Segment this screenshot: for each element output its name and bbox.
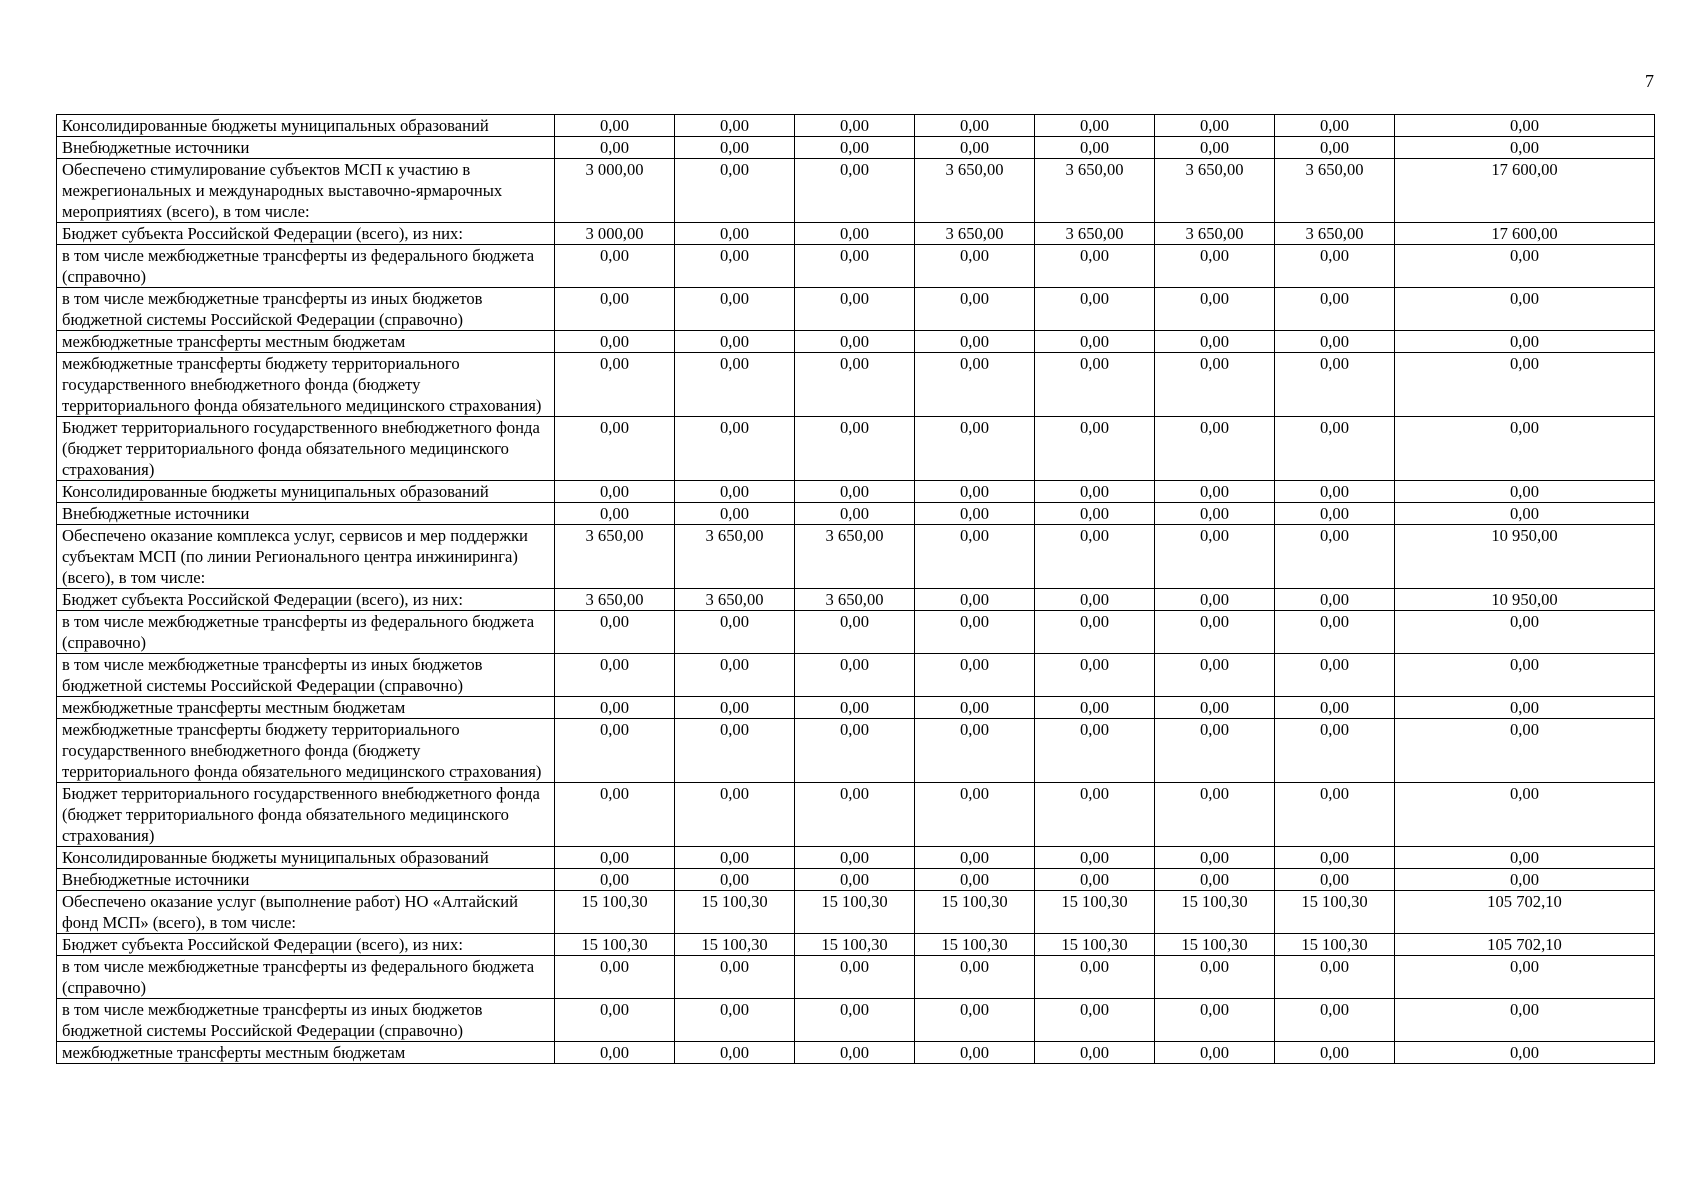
row-value-cell: 0,00 xyxy=(795,869,915,891)
row-value-cell: 0,00 xyxy=(555,288,675,331)
row-value-cell: 15 100,30 xyxy=(795,891,915,934)
row-total-cell: 105 702,10 xyxy=(1395,891,1655,934)
row-value-cell: 0,00 xyxy=(1035,654,1155,697)
row-label: Внебюджетные источники xyxy=(57,869,555,891)
row-value-cell: 0,00 xyxy=(555,956,675,999)
row-total-cell: 0,00 xyxy=(1395,331,1655,353)
row-value-cell: 0,00 xyxy=(1275,589,1395,611)
row-total-cell: 0,00 xyxy=(1395,115,1655,137)
row-value-cell: 0,00 xyxy=(1035,331,1155,353)
row-value-cell: 15 100,30 xyxy=(915,934,1035,956)
row-value-cell: 0,00 xyxy=(1155,288,1275,331)
row-value-cell: 0,00 xyxy=(915,783,1035,847)
row-value-cell: 0,00 xyxy=(915,288,1035,331)
row-total-cell: 0,00 xyxy=(1395,956,1655,999)
row-value-cell: 0,00 xyxy=(1035,589,1155,611)
row-value-cell: 0,00 xyxy=(675,654,795,697)
row-value-cell: 3 650,00 xyxy=(1275,223,1395,245)
row-value-cell: 0,00 xyxy=(1275,503,1395,525)
row-value-cell: 0,00 xyxy=(1275,417,1395,481)
row-total-cell: 0,00 xyxy=(1395,869,1655,891)
row-value-cell: 0,00 xyxy=(1035,525,1155,589)
row-value-cell: 0,00 xyxy=(1035,137,1155,159)
row-value-cell: 0,00 xyxy=(1155,115,1275,137)
row-value-cell: 0,00 xyxy=(1155,353,1275,417)
table-row xyxy=(57,999,1655,1042)
row-value-cell: 3 000,00 xyxy=(555,159,675,223)
table-row xyxy=(57,869,1655,891)
page-number: 7 xyxy=(1645,71,1654,91)
row-total-cell: 10 950,00 xyxy=(1395,589,1655,611)
row-value-cell: 3 000,00 xyxy=(555,223,675,245)
table-body xyxy=(57,115,1655,1064)
row-value-cell: 0,00 xyxy=(1275,697,1395,719)
row-value-cell: 15 100,30 xyxy=(675,934,795,956)
row-value-cell: 0,00 xyxy=(915,869,1035,891)
row-value-cell: 15 100,30 xyxy=(555,934,675,956)
row-value-cell: 0,00 xyxy=(915,956,1035,999)
row-value-cell: 0,00 xyxy=(675,137,795,159)
row-value-cell: 0,00 xyxy=(1155,611,1275,654)
row-label: Бюджет территориального государственного внебюджетного фонда (бюджет территориального фонда обязательного медицинского страхования) xyxy=(57,783,555,847)
row-value-cell: 0,00 xyxy=(1155,245,1275,288)
table-row xyxy=(57,525,1655,589)
row-total-cell: 17 600,00 xyxy=(1395,159,1655,223)
row-value-cell: 15 100,30 xyxy=(1275,934,1395,956)
row-value-cell: 0,00 xyxy=(1155,503,1275,525)
row-value-cell: 0,00 xyxy=(1155,783,1275,847)
row-label: Консолидированные бюджеты муниципальных образований xyxy=(57,481,555,503)
row-value-cell: 0,00 xyxy=(795,503,915,525)
row-value-cell: 0,00 xyxy=(675,159,795,223)
row-value-cell: 0,00 xyxy=(1155,481,1275,503)
row-value-cell: 0,00 xyxy=(1275,654,1395,697)
table-row xyxy=(57,611,1655,654)
row-value-cell: 0,00 xyxy=(1275,1042,1395,1064)
table-row xyxy=(57,783,1655,847)
row-label: в том числе межбюджетные трансферты из федерального бюджета (справочно) xyxy=(57,956,555,999)
row-value-cell: 0,00 xyxy=(675,288,795,331)
row-value-cell: 0,00 xyxy=(915,137,1035,159)
row-value-cell: 0,00 xyxy=(795,223,915,245)
row-value-cell: 15 100,30 xyxy=(1275,891,1395,934)
row-value-cell: 0,00 xyxy=(795,719,915,783)
row-total-cell: 0,00 xyxy=(1395,999,1655,1042)
row-value-cell: 0,00 xyxy=(1155,654,1275,697)
table-row xyxy=(57,589,1655,611)
row-total-cell: 0,00 xyxy=(1395,611,1655,654)
row-value-cell: 0,00 xyxy=(795,847,915,869)
row-value-cell: 0,00 xyxy=(1155,999,1275,1042)
row-label: межбюджетные трансферты местным бюджетам xyxy=(57,1042,555,1064)
row-value-cell: 0,00 xyxy=(555,999,675,1042)
row-value-cell: 0,00 xyxy=(1275,481,1395,503)
row-total-cell: 0,00 xyxy=(1395,353,1655,417)
row-value-cell: 0,00 xyxy=(1155,956,1275,999)
row-value-cell: 0,00 xyxy=(1035,847,1155,869)
row-value-cell: 0,00 xyxy=(915,245,1035,288)
row-total-cell: 0,00 xyxy=(1395,417,1655,481)
row-value-cell: 0,00 xyxy=(915,481,1035,503)
row-value-cell: 0,00 xyxy=(795,481,915,503)
table-row xyxy=(57,137,1655,159)
row-value-cell: 0,00 xyxy=(915,1042,1035,1064)
row-value-cell: 0,00 xyxy=(1035,503,1155,525)
row-value-cell: 3 650,00 xyxy=(795,589,915,611)
row-value-cell: 15 100,30 xyxy=(675,891,795,934)
row-value-cell: 0,00 xyxy=(795,956,915,999)
row-value-cell: 0,00 xyxy=(1035,288,1155,331)
row-label: Внебюджетные источники xyxy=(57,137,555,159)
row-value-cell: 0,00 xyxy=(795,353,915,417)
row-value-cell: 0,00 xyxy=(795,697,915,719)
row-label: Внебюджетные источники xyxy=(57,503,555,525)
row-total-cell: 0,00 xyxy=(1395,697,1655,719)
row-value-cell: 3 650,00 xyxy=(1155,159,1275,223)
row-value-cell: 0,00 xyxy=(1035,115,1155,137)
row-total-cell: 0,00 xyxy=(1395,137,1655,159)
row-value-cell: 0,00 xyxy=(675,115,795,137)
row-value-cell: 0,00 xyxy=(1275,869,1395,891)
row-value-cell: 0,00 xyxy=(1035,719,1155,783)
row-value-cell: 0,00 xyxy=(915,847,1035,869)
row-value-cell: 0,00 xyxy=(795,245,915,288)
table-row xyxy=(57,1042,1655,1064)
row-value-cell: 0,00 xyxy=(675,611,795,654)
row-value-cell: 0,00 xyxy=(1035,1042,1155,1064)
row-value-cell: 3 650,00 xyxy=(675,525,795,589)
row-value-cell: 0,00 xyxy=(915,999,1035,1042)
row-value-cell: 0,00 xyxy=(1155,417,1275,481)
row-value-cell: 0,00 xyxy=(915,654,1035,697)
table-row xyxy=(57,654,1655,697)
row-total-cell: 0,00 xyxy=(1395,481,1655,503)
row-value-cell: 0,00 xyxy=(915,589,1035,611)
row-value-cell: 0,00 xyxy=(915,503,1035,525)
table-row xyxy=(57,847,1655,869)
row-value-cell: 0,00 xyxy=(1275,115,1395,137)
row-value-cell: 0,00 xyxy=(1275,353,1395,417)
row-value-cell: 0,00 xyxy=(1035,999,1155,1042)
row-value-cell: 0,00 xyxy=(555,481,675,503)
table-row xyxy=(57,417,1655,481)
row-value-cell: 15 100,30 xyxy=(1035,891,1155,934)
row-value-cell: 0,00 xyxy=(1155,589,1275,611)
row-value-cell: 0,00 xyxy=(915,697,1035,719)
row-value-cell: 0,00 xyxy=(675,481,795,503)
row-value-cell: 3 650,00 xyxy=(1035,159,1155,223)
row-value-cell: 3 650,00 xyxy=(555,525,675,589)
row-value-cell: 0,00 xyxy=(1275,783,1395,847)
row-label: Обеспечено оказание комплекса услуг, сервисов и мер поддержки субъектам МСП (по линии Регионального центра инжиниринга) (всего), в том числе: xyxy=(57,525,555,589)
row-value-cell: 0,00 xyxy=(675,353,795,417)
row-label: Бюджет субъекта Российской Федерации (всего), из них: xyxy=(57,589,555,611)
table-row xyxy=(57,223,1655,245)
row-value-cell: 0,00 xyxy=(1035,611,1155,654)
row-value-cell: 15 100,30 xyxy=(1035,934,1155,956)
row-value-cell: 0,00 xyxy=(675,697,795,719)
row-value-cell: 3 650,00 xyxy=(795,525,915,589)
row-value-cell: 0,00 xyxy=(1155,525,1275,589)
row-total-cell: 17 600,00 xyxy=(1395,223,1655,245)
table-row xyxy=(57,288,1655,331)
row-value-cell: 0,00 xyxy=(1155,847,1275,869)
row-value-cell: 0,00 xyxy=(1035,417,1155,481)
row-value-cell: 0,00 xyxy=(795,1042,915,1064)
row-value-cell: 0,00 xyxy=(1155,137,1275,159)
table-row xyxy=(57,956,1655,999)
row-value-cell: 0,00 xyxy=(1275,331,1395,353)
row-label: межбюджетные трансферты бюджету территориального государственного внебюджетного фонда (бюджету территориального фонда обязательного медицинского страхования) xyxy=(57,719,555,783)
row-value-cell: 0,00 xyxy=(795,654,915,697)
table-row xyxy=(57,481,1655,503)
row-value-cell: 0,00 xyxy=(1275,137,1395,159)
row-value-cell: 0,00 xyxy=(915,525,1035,589)
row-value-cell: 0,00 xyxy=(555,417,675,481)
row-value-cell: 0,00 xyxy=(1275,719,1395,783)
row-value-cell: 0,00 xyxy=(555,697,675,719)
row-value-cell: 15 100,30 xyxy=(1155,934,1275,956)
table-row xyxy=(57,934,1655,956)
row-value-cell: 0,00 xyxy=(675,1042,795,1064)
row-value-cell: 0,00 xyxy=(795,783,915,847)
row-value-cell: 3 650,00 xyxy=(675,589,795,611)
row-value-cell: 0,00 xyxy=(1275,956,1395,999)
row-value-cell: 0,00 xyxy=(795,611,915,654)
row-total-cell: 0,00 xyxy=(1395,245,1655,288)
row-value-cell: 0,00 xyxy=(675,956,795,999)
row-label: межбюджетные трансферты местным бюджетам xyxy=(57,697,555,719)
row-label: в том числе межбюджетные трансферты из иных бюджетов бюджетной системы Российской Федерации (справочно) xyxy=(57,654,555,697)
row-value-cell: 0,00 xyxy=(555,783,675,847)
row-total-cell: 0,00 xyxy=(1395,847,1655,869)
row-value-cell: 0,00 xyxy=(795,159,915,223)
row-value-cell: 0,00 xyxy=(555,331,675,353)
row-value-cell: 0,00 xyxy=(675,719,795,783)
row-total-cell: 0,00 xyxy=(1395,783,1655,847)
row-value-cell: 15 100,30 xyxy=(915,891,1035,934)
row-total-cell: 0,00 xyxy=(1395,288,1655,331)
row-value-cell: 0,00 xyxy=(555,1042,675,1064)
row-value-cell: 3 650,00 xyxy=(915,223,1035,245)
row-value-cell: 0,00 xyxy=(1035,353,1155,417)
row-value-cell: 0,00 xyxy=(675,331,795,353)
row-value-cell: 0,00 xyxy=(675,503,795,525)
row-value-cell: 3 650,00 xyxy=(1275,159,1395,223)
row-label: в том числе межбюджетные трансферты из иных бюджетов бюджетной системы Российской Федерации (справочно) xyxy=(57,999,555,1042)
table-row xyxy=(57,115,1655,137)
row-value-cell: 0,00 xyxy=(795,999,915,1042)
table-row xyxy=(57,891,1655,934)
row-value-cell: 0,00 xyxy=(675,245,795,288)
row-value-cell: 0,00 xyxy=(555,115,675,137)
row-total-cell: 10 950,00 xyxy=(1395,525,1655,589)
row-value-cell: 3 650,00 xyxy=(915,159,1035,223)
row-value-cell: 0,00 xyxy=(555,245,675,288)
row-total-cell: 0,00 xyxy=(1395,654,1655,697)
row-value-cell: 0,00 xyxy=(675,223,795,245)
row-total-cell: 0,00 xyxy=(1395,719,1655,783)
row-value-cell: 0,00 xyxy=(675,417,795,481)
row-value-cell: 0,00 xyxy=(1035,783,1155,847)
row-value-cell: 0,00 xyxy=(1155,869,1275,891)
row-value-cell: 0,00 xyxy=(915,719,1035,783)
row-label: межбюджетные трансферты бюджету территориального государственного внебюджетного фонда (бюджету территориального фонда обязательного медицинского страхования) xyxy=(57,353,555,417)
row-label: межбюджетные трансферты местным бюджетам xyxy=(57,331,555,353)
row-value-cell: 0,00 xyxy=(1155,331,1275,353)
row-value-cell: 0,00 xyxy=(675,783,795,847)
row-value-cell: 0,00 xyxy=(915,611,1035,654)
row-value-cell: 0,00 xyxy=(1275,999,1395,1042)
row-value-cell: 0,00 xyxy=(915,417,1035,481)
row-label: в том числе межбюджетные трансферты из федерального бюджета (справочно) xyxy=(57,245,555,288)
row-value-cell: 0,00 xyxy=(555,503,675,525)
row-value-cell: 0,00 xyxy=(795,331,915,353)
row-value-cell: 0,00 xyxy=(795,137,915,159)
table-row xyxy=(57,159,1655,223)
row-total-cell: 0,00 xyxy=(1395,503,1655,525)
row-value-cell: 0,00 xyxy=(1275,288,1395,331)
row-value-cell: 0,00 xyxy=(1275,847,1395,869)
row-value-cell: 0,00 xyxy=(555,869,675,891)
row-label: Обеспечено оказание услуг (выполнение работ) НО «Алтайский фонд МСП» (всего), в том числе: xyxy=(57,891,555,934)
row-value-cell: 0,00 xyxy=(675,869,795,891)
row-label: в том числе межбюджетные трансферты из иных бюджетов бюджетной системы Российской Федерации (справочно) xyxy=(57,288,555,331)
row-value-cell: 0,00 xyxy=(1155,697,1275,719)
row-value-cell: 0,00 xyxy=(915,331,1035,353)
row-value-cell: 3 650,00 xyxy=(1035,223,1155,245)
row-value-cell: 0,00 xyxy=(1275,245,1395,288)
row-label: Консолидированные бюджеты муниципальных образований xyxy=(57,847,555,869)
table-row xyxy=(57,245,1655,288)
row-value-cell: 0,00 xyxy=(675,847,795,869)
row-value-cell: 0,00 xyxy=(555,719,675,783)
row-value-cell: 0,00 xyxy=(1275,525,1395,589)
row-value-cell: 0,00 xyxy=(555,353,675,417)
table-row xyxy=(57,353,1655,417)
row-value-cell: 3 650,00 xyxy=(1155,223,1275,245)
row-label: Бюджет субъекта Российской Федерации (всего), из них: xyxy=(57,934,555,956)
row-value-cell: 0,00 xyxy=(795,417,915,481)
row-label: Обеспечено стимулирование субъектов МСП к участию в межрегиональных и международных выставочно-ярмарочных мероприятиях (всего), в том числе: xyxy=(57,159,555,223)
row-value-cell: 0,00 xyxy=(915,115,1035,137)
table-row xyxy=(57,503,1655,525)
row-value-cell: 3 650,00 xyxy=(555,589,675,611)
row-value-cell: 0,00 xyxy=(555,654,675,697)
row-value-cell: 0,00 xyxy=(915,353,1035,417)
row-value-cell: 15 100,30 xyxy=(555,891,675,934)
budget-table xyxy=(56,114,1655,1064)
row-value-cell: 0,00 xyxy=(1155,1042,1275,1064)
row-value-cell: 0,00 xyxy=(1155,719,1275,783)
row-value-cell: 0,00 xyxy=(1035,245,1155,288)
row-value-cell: 15 100,30 xyxy=(1155,891,1275,934)
row-value-cell: 0,00 xyxy=(555,611,675,654)
row-label: Бюджет территориального государственного внебюджетного фонда (бюджет территориального фонда обязательного медицинского страхования) xyxy=(57,417,555,481)
table-row xyxy=(57,697,1655,719)
row-value-cell: 0,00 xyxy=(795,115,915,137)
row-label: в том числе межбюджетные трансферты из федерального бюджета (справочно) xyxy=(57,611,555,654)
row-value-cell: 0,00 xyxy=(1035,481,1155,503)
row-value-cell: 0,00 xyxy=(1275,611,1395,654)
row-value-cell: 15 100,30 xyxy=(795,934,915,956)
row-value-cell: 0,00 xyxy=(795,288,915,331)
row-value-cell: 0,00 xyxy=(555,137,675,159)
row-label: Бюджет субъекта Российской Федерации (всего), из них: xyxy=(57,223,555,245)
row-value-cell: 0,00 xyxy=(675,999,795,1042)
row-value-cell: 0,00 xyxy=(555,847,675,869)
table-row xyxy=(57,719,1655,783)
row-value-cell: 0,00 xyxy=(1035,956,1155,999)
row-value-cell: 0,00 xyxy=(1035,869,1155,891)
row-total-cell: 0,00 xyxy=(1395,1042,1655,1064)
row-total-cell: 105 702,10 xyxy=(1395,934,1655,956)
table-row xyxy=(57,331,1655,353)
row-value-cell: 0,00 xyxy=(1035,697,1155,719)
row-label: Консолидированные бюджеты муниципальных образований xyxy=(57,115,555,137)
